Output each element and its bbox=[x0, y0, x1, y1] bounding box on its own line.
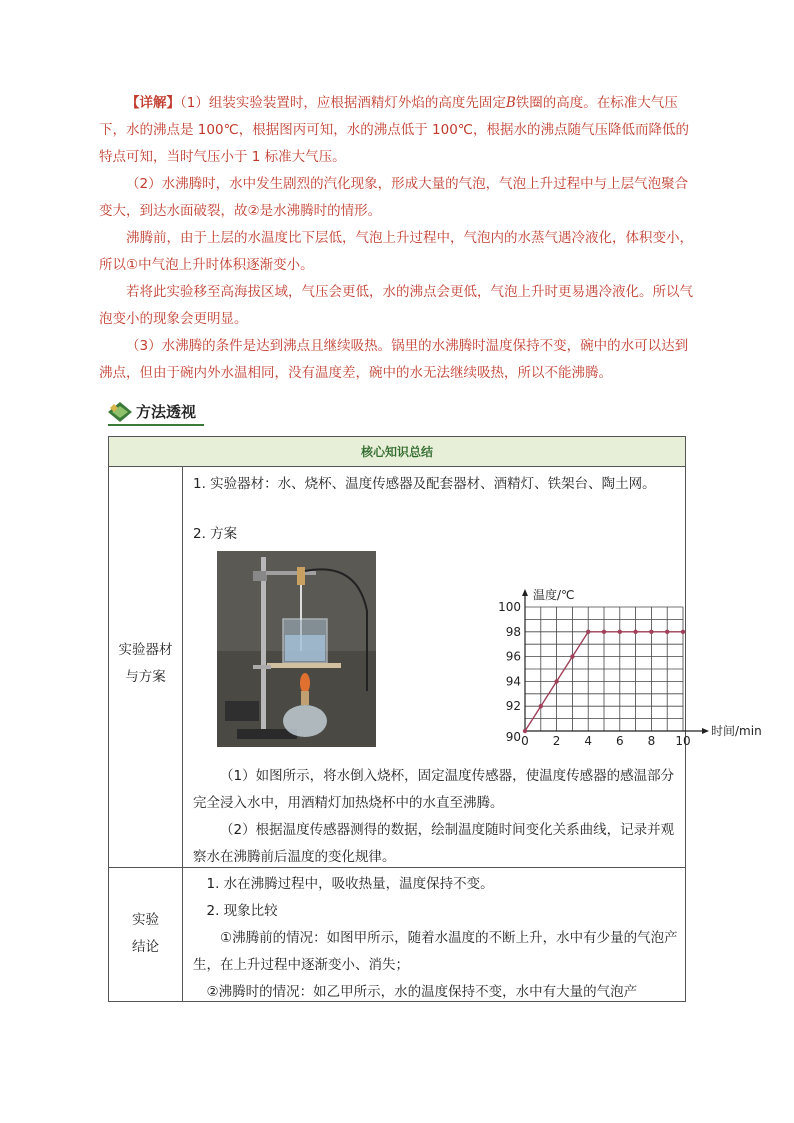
data-point bbox=[649, 630, 653, 634]
row2-case1: ①沸腾前的情况：如图甲所示，随着水温度的不断上升，水中有少量的气泡产生，在上升过程中逐渐变小、消失； bbox=[193, 930, 678, 973]
chart-axes bbox=[522, 589, 709, 734]
x-tick-label: 6 bbox=[615, 734, 624, 748]
row2-item1: 1. 水在沸腾过程中，吸收热量，温度保持不变。 bbox=[206, 876, 494, 892]
y-tick-label: 92 bbox=[505, 699, 521, 714]
chart-grid bbox=[525, 607, 683, 731]
diamond-icon bbox=[108, 402, 132, 422]
section-underline bbox=[108, 424, 204, 426]
apparatus-illustration bbox=[217, 551, 376, 747]
explanation-p2: （2）水沸腾时，水中发生剧烈的汽化现象，形成大量的气泡，气泡上升过程中与上层气泡聚合变大，到达水面破裂，故②是水沸腾时的情形。 bbox=[99, 176, 689, 219]
y-axis-arrow bbox=[522, 589, 528, 596]
row-label-equipment-line2: 与方案 bbox=[125, 669, 166, 685]
data-point bbox=[586, 630, 590, 634]
explanation-p3: 沸腾前，由于上层的水温度比下层低，气泡上升过程中，气泡内的水蒸气遇冷液化，体积变小，所以①中气泡上升时体积逐渐变小。 bbox=[99, 230, 693, 273]
row-label-conclusion bbox=[109, 907, 182, 961]
x-tick-label: 0 bbox=[521, 734, 529, 748]
y-tick-label: 96 bbox=[505, 649, 521, 664]
row2-item2: 2. 现象比较 bbox=[206, 903, 278, 919]
row1-item1: 1. 实验器材：水、烧杯、温度传感器及配套器材、酒精灯、铁架台、陶土网。 bbox=[193, 476, 656, 492]
data-point bbox=[602, 630, 606, 634]
chart-ylabel: 温度/℃ bbox=[533, 588, 575, 602]
table-divider-vertical bbox=[182, 467, 183, 1001]
data-point bbox=[618, 630, 622, 634]
row-label-conclusion-line2: 结论 bbox=[132, 939, 159, 955]
y-tick-label: 100 bbox=[498, 600, 521, 614]
row-label-conclusion-line1: 实验 bbox=[132, 912, 159, 928]
row1-step2: （2）根据温度传感器测得的数据，绘制温度随时间变化关系曲线，记录并观察水在沸腾前后温度的变化规律。 bbox=[193, 822, 675, 865]
summary-table bbox=[108, 436, 762, 1002]
x-tick-label: 10 bbox=[675, 734, 691, 748]
section-header bbox=[108, 398, 308, 426]
chart-xlabel: 时间/min bbox=[711, 724, 762, 738]
data-point bbox=[665, 630, 669, 634]
explanation-p5: （3）水沸腾的条件是达到沸点且继续吸热。锅里的水沸腾时温度保持不变，碗中的水可以达到沸点，但由于碗内外水温相同，没有温度差，碗中的水无法继续吸热，所以不能沸腾。 bbox=[99, 338, 689, 381]
row1-step1: （1）如图所示，将水倒入烧杯，固定温度传感器，使温度传感器的感温部分完全浸入水中，用酒精灯加热烧杯中的水直至沸腾。 bbox=[193, 768, 675, 811]
data-point bbox=[523, 729, 527, 733]
x-axis-arrow bbox=[702, 728, 709, 734]
explanation-p1: 【详解】（1）组装实验装置时，应根据酒精灯外焰的高度先固定B铁圈的高度。在标准大气压下，水的沸点是 100℃，根据图丙可知，水的沸点低于 100℃，根据水的沸点随气压降低而降低的特点可知，当时气压小于 1 标准大气压。 bbox=[99, 95, 689, 165]
explanation-p4: 若将此实验移至高海拔区域，气压会更低，水的沸点会更低，气泡上升时更易遇冷液化。所以气泡变小的现象会更明显。 bbox=[99, 284, 693, 327]
explanation-lead: 【详解】 bbox=[126, 95, 180, 111]
temperature-time-chart bbox=[385, 583, 762, 748]
y-tick-label: 90 bbox=[505, 730, 521, 744]
section-title: 方法透视 bbox=[136, 403, 197, 421]
row-label-equipment-line1: 实验器材 bbox=[118, 642, 173, 658]
data-point bbox=[539, 704, 543, 708]
data-point bbox=[570, 654, 574, 658]
table-header: 核心知识总结 bbox=[109, 437, 685, 467]
row1-item2: 2. 方案 bbox=[193, 526, 238, 542]
row-label-equipment bbox=[109, 637, 182, 691]
data-point bbox=[681, 630, 685, 634]
y-tick-label: 98 bbox=[505, 624, 521, 639]
x-tick-label: 2 bbox=[552, 734, 561, 748]
explanation-block bbox=[99, 90, 699, 387]
apparatus-photo bbox=[217, 551, 376, 747]
data-point bbox=[633, 630, 637, 634]
y-tick-label: 94 bbox=[505, 674, 521, 689]
data-point bbox=[554, 679, 558, 683]
row2-case2: ②沸腾时的情况：如乙甲所示，水的温度保持不变，水中有大量的气泡产 bbox=[206, 984, 638, 1000]
chart-ticks bbox=[498, 600, 691, 748]
x-tick-label: 8 bbox=[647, 734, 656, 748]
x-tick-label: 4 bbox=[584, 734, 593, 748]
